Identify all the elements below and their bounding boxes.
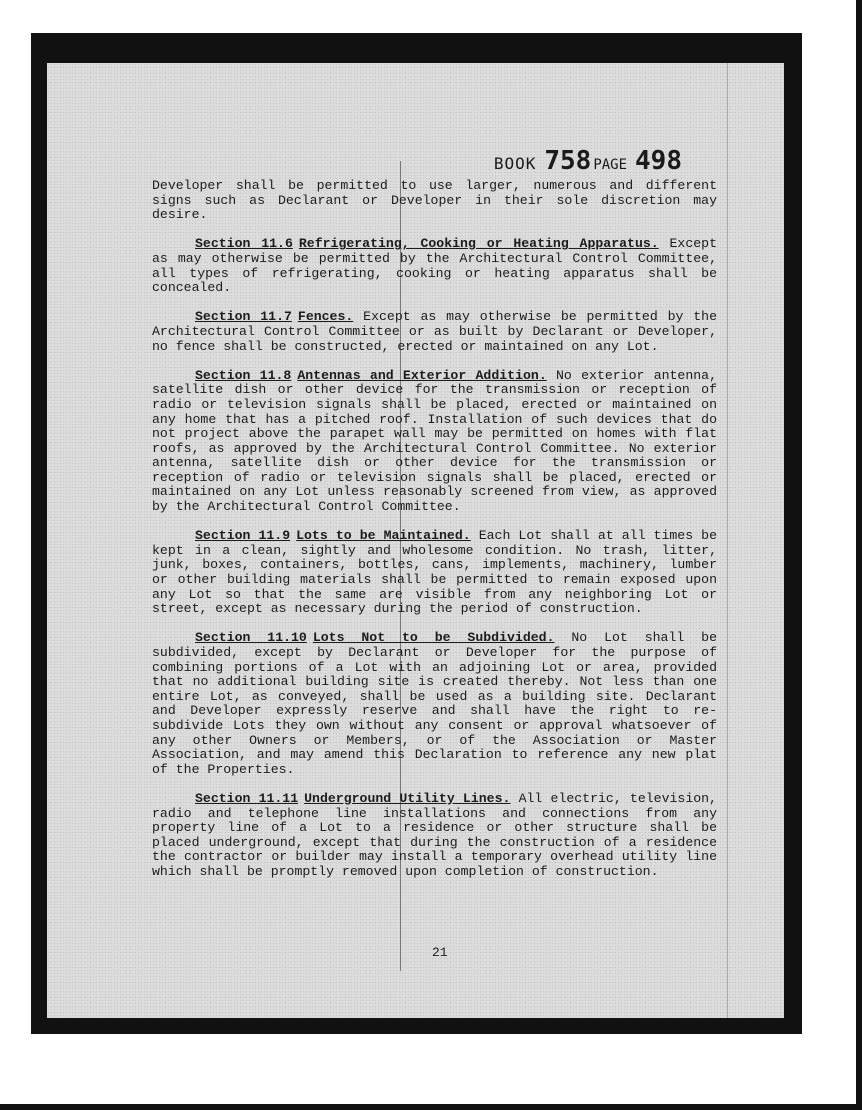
section-body: Except as may otherwise be permitted by the Architectural Control Committee or as built by Declarant or Developer, no fence shall be constructed, erected or maintained on any Lot. <box>152 309 718 354</box>
section-title: Fences. <box>297 309 354 325</box>
book-page-stamp <box>494 146 682 176</box>
section-body: Except as may otherwise be permitted by the Architectural Control Committee, all types of refrigerating, cooking or heating apparatus shall be concealed. <box>152 236 717 296</box>
section-body: Each Lot shall at all times be kept in a clean, sightly and wholesome condition. No trash, litter, junk, boxes, containers, bottles, cans, implements, machinery, lumber or other building materials shall be permitted to remain exposed upon any Lot so that the same are visible from any neighboring Lot or street, except as necessary during the period of construction. <box>152 528 717 617</box>
scan-edge-line <box>727 63 728 1018</box>
section-title: Lots Not to be Subdivided. <box>312 630 555 646</box>
section-11-11 <box>152 792 717 880</box>
right-scan-border <box>856 0 862 1110</box>
page-label: PAGE <box>593 157 628 173</box>
book-label: BOOK <box>493 154 537 173</box>
section-number: Section 11.9 <box>195 528 291 544</box>
section-11-6 <box>152 237 717 295</box>
recorded-page-number: 498 <box>635 146 682 176</box>
section-body: No exterior antenna, satellite dish or other device for the transmission or reception of radio or television signals shall be placed, erected or maintained on any home that has a pitched roof. Installation of such devices that do not project above the parapet wall may be permitted on homes with flat roofs, as approved by the Architectural Control Committee. No exterior antenna, satellite dish or other device for the transmission or reception of radio or television signals shall be placed, erected or maintained on any Lot unless reasonably screened from view, as approved by the Architectural Control Committee. <box>152 367 718 515</box>
section-title: Underground Utility Lines. <box>304 790 511 806</box>
bottom-scan-border <box>0 1104 862 1110</box>
book-number: 758 <box>544 146 592 176</box>
intro-paragraph: Developer shall be permitted to use larger, numerous and different signs such as Declarant or Developer in their sole discretion may desire. <box>152 178 717 223</box>
section-body: All electric, television, radio and telephone line installations and connections from any property line of a Lot to a residence or other structure shall be placed underground, except that during the construction of a residence the contractor or builder may install a temporary overhead utility line which shall be promptly removed upon completion of construction. <box>152 790 717 879</box>
section-11-10 <box>152 631 717 777</box>
document-page <box>47 63 784 1018</box>
page-number: 21 <box>432 945 448 960</box>
section-number: Section 11.8 <box>195 367 292 383</box>
section-body: No Lot shall be subdivided, except by Declarant or Developer for the purpose of combining portions of a Lot with an adjoining Lot or area, provided that no additional building site is created thereby. Not less than one entire Lot, as conveyed, shall be used as a building site. Declarant and Developer expressly reserve and shall have the right to re-subdivide Lots they own without any consent or approval whatsoever of any other Owners or Members, or of the Association or Master Association, and may amend this Declaration to reference any new plat of the Properties. <box>152 630 717 777</box>
section-title: Refrigerating, Cooking or Heating Apparatus. <box>298 236 659 252</box>
section-11-9 <box>152 529 717 617</box>
section-11-8 <box>152 369 717 515</box>
scan-frame <box>31 33 802 1034</box>
section-number: Section 11.6 <box>195 236 293 252</box>
section-number: Section 11.10 <box>195 630 307 646</box>
section-number: Section 11.11 <box>195 790 299 806</box>
document-body <box>152 179 717 894</box>
section-title: Lots to be Maintained. <box>296 528 471 544</box>
section-title: Antennas and Exterior Addition. <box>297 367 547 383</box>
section-number: Section 11.7 <box>195 309 292 325</box>
section-11-7 <box>152 310 717 354</box>
